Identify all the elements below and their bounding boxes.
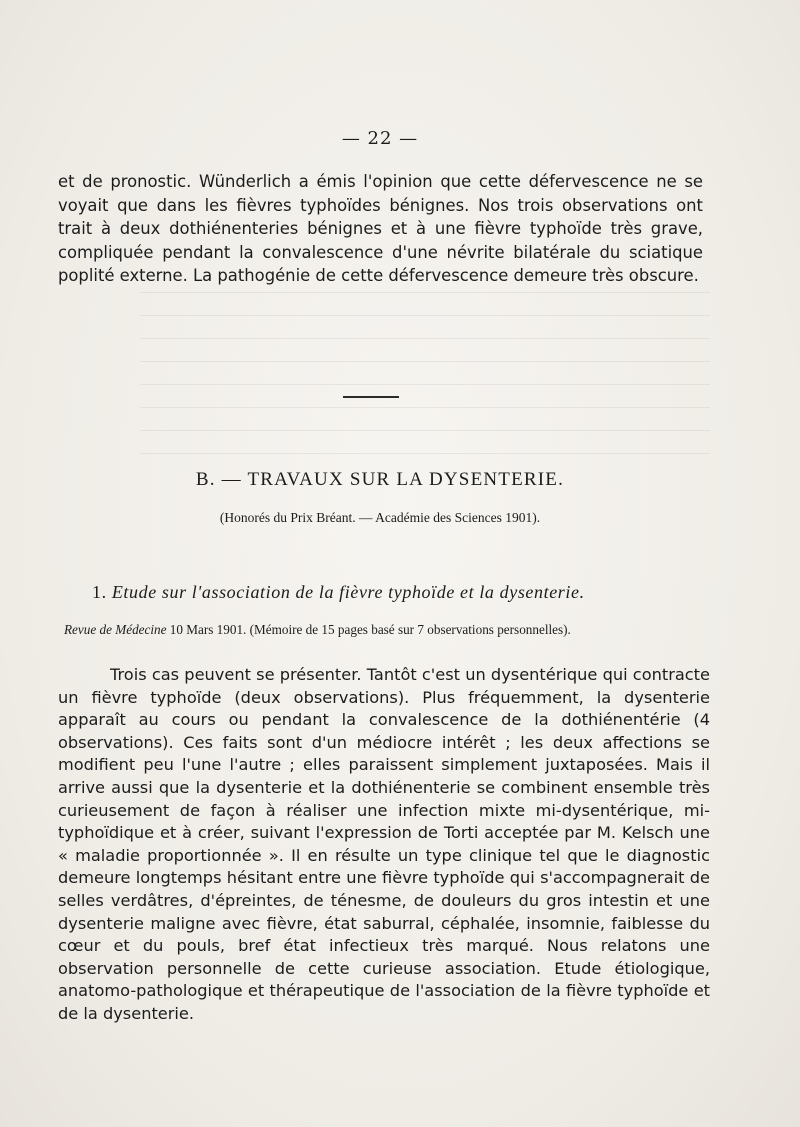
journal-name: Revue de Médecine <box>64 622 167 637</box>
page-number: — 22 — <box>341 128 419 149</box>
work-summary-paragraph <box>58 664 710 1026</box>
work-title-text: Etude sur l'association de la fièvre typhoïde et la dysenterie. <box>111 582 585 602</box>
section-title: B. — TRAVAUX SUR LA DYSENTERIE. <box>195 469 565 490</box>
section-divider <box>343 396 399 398</box>
intro-paragraph: et de pronostic. Wünderlich a émis l'opinion que cette défervescence ne se voyait que dans les fièvres typhoïdes bénignes. Nos trois observations ont trait à deux dothiénenteries bénignes et à une fièvre typhoïde très grave, compliquée pendant la convalescence d'une névrite bilatérale du sciatique poplité externe. La pathogénie de cette défervescence demeure très obscure. <box>58 172 703 285</box>
work-number: 1. <box>92 582 107 602</box>
section-subtitle: (Honorés du Prix Bréant. — Académie des Sciences 1901). <box>219 510 541 525</box>
reference-details: 10 Mars 1901. (Mémoire de 15 pages basé sur 7 observations personnelles). <box>166 622 571 637</box>
work-title <box>92 582 712 603</box>
work-reference <box>64 622 714 638</box>
show-through-texture <box>140 292 710 462</box>
work-summary-text: Trois cas peuvent se présenter. Tantôt c'est un dysentérique qui contracte un fièvre typhoïde (deux observations). Plus fréquemment, la dysenterie apparaît au cours ou pendant la convalescence de la dothiénentérie (4 observations). Ces faits sont d'un médiocre intérêt ; les deux affections se modifient peu l'une l'autre ; elles paraissent simplement juxtaposées. Mais il arrive aussi que la dysenterie et la dothiénenterie se combinent ensemble très curieusement de façon à réaliser une infection mixte mi-dysentérique, mi-typhoïdique et à créer, suivant l'expression de Torti acceptée par M. Kelsch une « maladie proportionnée ». Il en résulte un type clinique tel que le diagnostic demeure longtemps hésitant entre une fièvre typhoïde qui s'accompagnerait de selles verdâtres, d'épreintes, de ténesme, de douleurs du gros intestin et une dysenterie maligne avec fièvre, état saburral, céphalée, insomnie, faiblesse du cœur et du pouls, bref état infectieux très marqué. Nous relatons une observation personnelle de cette curieuse association. Etude étiologique, anatomo-pathologique et thérapeutique de l'association de la fièvre typhoïde et de la dysenterie. <box>58 665 710 1023</box>
